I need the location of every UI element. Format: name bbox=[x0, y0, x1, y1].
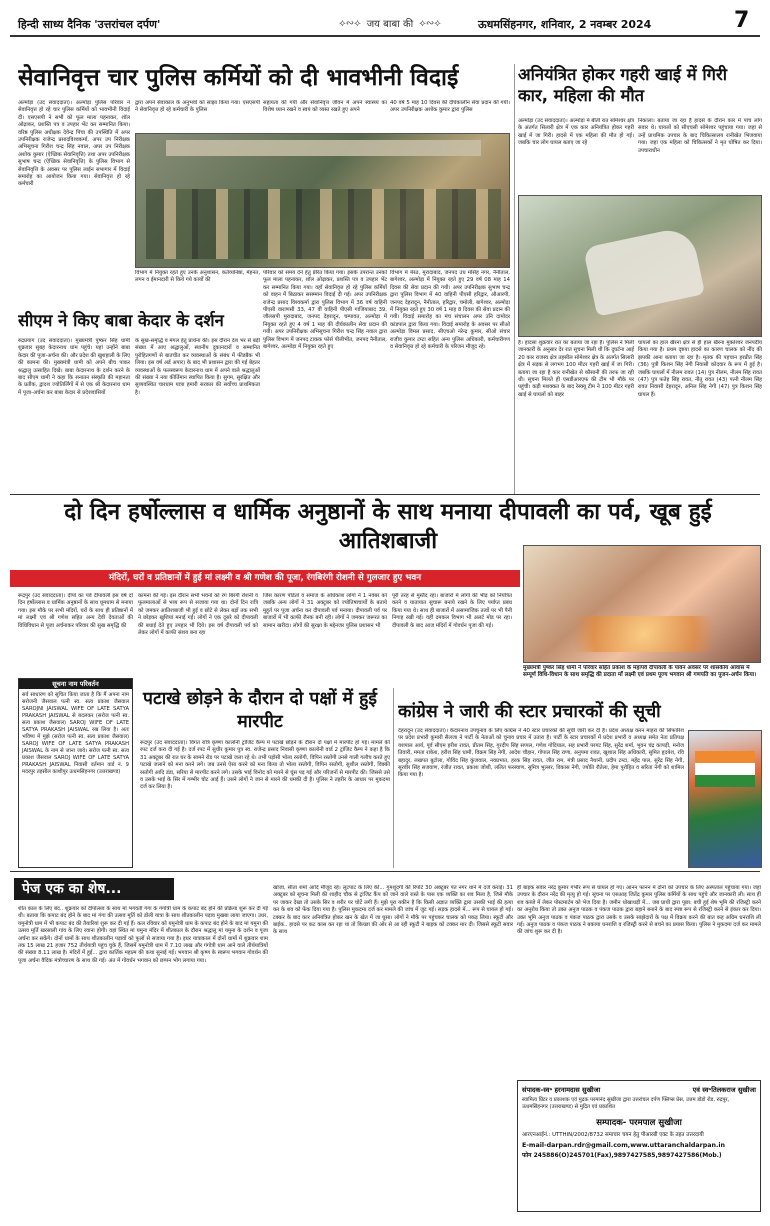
story4-banner-text: मंदिरों, घरों व प्रतिष्ठानों में हुई मां लक्ष्मी व श्री गणेश की पूजा, रंगबिरंगी रोशनी से गुलजार हुए भवन bbox=[108, 573, 422, 583]
photo-banner-strip bbox=[166, 140, 481, 156]
congress-flag-photo bbox=[688, 730, 762, 868]
story3-col3: हैं। हादसा शुक्रवार रात का बताया जा रहा है। पुलिस ने मिली जानकारी के अनुसार देर रात सूचना मिली थी कि दुघर्टना आई 20 कार राजस्व क्षेत्र तहसील सोमेश्वर क्षेत्र के अंतर्गत सिलारी क्षेत्र में सड़क से लगभग 100 मीटर गहरी खाई में जा गिरी। बताया जा रहा है कार रानीखेत से कौसानी की तरफ जा रही थी। सूचना मिलते ही एसडीआरएफ की टीम भी मौके पर पहुंची। कड़ी मशक्कत के बाद रेस्क्यू टीम ने 100 मीटर गहरी खाई से घायलों को बाहर bbox=[518, 340, 634, 398]
story4-col1: रूद्रपुर (उद संवाददाता)। दीपों का पर्व दीपावली इस वर्ष दो दिन हर्षोल्लास व धार्मिक अनुष्ठानों के साथ धूमधाम से मनाया गया। इस मौके पर सभी मंदिरों, घरों के साथ ही प्रतिष्ठानों में मां लक्ष्मी एवं श्री गणेश सहित अन्य देवी देवताओं की विधिविधान से पूजा अर्चनाकर परिवार की सुख समृद्धि की bbox=[18, 593, 133, 629]
story2-headline: सीएम ने किए बाबा केदार के दर्शन bbox=[18, 311, 224, 330]
section-rule bbox=[10, 494, 760, 495]
photo-people-row bbox=[146, 189, 501, 259]
masthead-dateline: ऊधमसिंहनगर, शनिवार, 2 नवम्बर 2024 bbox=[478, 18, 652, 31]
masthead-title: हिन्दी साध्य दैनिक 'उत्तरांचल दर्पण' bbox=[18, 18, 161, 31]
name-change-notice bbox=[18, 678, 133, 868]
continuation-header bbox=[14, 878, 174, 900]
story3-headline: अनियंत्रित होकर गहरी खाई में गिरी कार, महिला की मौत bbox=[518, 65, 727, 105]
flag-saffron bbox=[695, 751, 755, 763]
decorative-swirl-right: ⟡∾⟡ bbox=[419, 17, 441, 29]
imprint-email: E-mail-darpan.rdr@gmail.com,www.uttaranchaldarpan.in bbox=[522, 1142, 725, 1149]
notice-text: सर्व साधारण को सूचित किया जाता है कि मैं अपना नाम सरोजनी जैसवाल पत्नी स्व. सत्य प्रकाश जैसवाल SAROJNI JAISWAL WIFE OF LATE SATYA PRAKASH JAISWAL से बदलकर (सरोज पत्नी स्व. सत्य प्रकाश जैसवाल) SAROJ WIFE OF LATE SATYA PRAKASH JAISWAL रख लिया है। अतः भविष्य में मुझे (सरोज पत्नी स्व. सत्य प्रकाश जैसवाल) SAROJ WIFE OF LATE SATYA PRAKASH JAISWAL के नाम से जाना जाये। सरोज पत्नी स्व. सत्य प्रकाश जैसवाल SAROJ WIFE OF LATE SATYA PRAKASH JAISWAL निवासी वर्तमान वार्ड नं. 9 मदरपुर तहसील काशीपुर ऊधमसिंहनगर (उत्तराखण्ड) bbox=[22, 692, 129, 775]
continuation-title: पेज एक का शेष... bbox=[22, 881, 122, 897]
decorative-swirl-left: ⟡∾⟡ bbox=[339, 17, 361, 29]
flag-green bbox=[695, 775, 755, 787]
story6-headline: कांग्रेस ने जारी की स्टार प्रचारकों की सूची bbox=[398, 702, 661, 722]
story4-banner bbox=[10, 570, 520, 587]
lamp-glow bbox=[544, 616, 744, 652]
imprint-editor-line: संपादक-स्व॰ हरनामदास सुखीजा bbox=[522, 1086, 601, 1094]
story3-col4: घायलों का हाल खैरना क्षेत्र से ही हाल खैरना मुक्तेश्वर जनपदीय किया गया है। प्रथम दृष्टया हादसे का कारण चालक को नींद की झपकी आना बताया जा रहा है। मृतक की पहचान हरप्रीत सिंह (36) पुत्री किशन सिंह नेगी निवासी कोदवार के रूप में हुई है। जबकि घायलों में नीलम रावत (14) पुत्र नीलम, नीलम सिंह रावत (47) पुत्र फतेह सिंह रावत, नीतू रावत (43) पत्नी नीलम सिंह रावत निवासी देहरादून, अनिल सिंह नेगी (47) पुत्र किशन सिंह घायल हैं। bbox=[638, 340, 762, 398]
story5-headline: पटाखे छोड़ने के दौरान दो पक्षों में हुई मारपीट bbox=[143, 689, 377, 732]
police-farewell-photo bbox=[135, 133, 510, 268]
story7-col2: खोजा, सीता शर्मा आदि मौजूद रहे। लूटपाट के लिए की... गुमशुदगी की रिपोर्ट 30 अक्टूबर पंत नगर थाने में दर्ज कराई। 31 अक्टूबर को सूचना मिली की शाहीद चौक से ट्रांजिट कैंप को जाने वाले रास्ते के पास एक व्यक्ति का शव मिला है, जिसे मौके पर जाकर देखा तो उसके सिर व शरीर पर चोटें लगी हैं। मुझे पूरा यकीन है कि किसी अज्ञात व्यक्ति द्वारा उसकी भाई की हत्या कर के शव को फेंक दिया गया है। पुलिस मुकदमा दर्ज कर मामले की जांच में जुट गई। सड़क हादसे में... रूप से घायल हो गई। टक्कर के बाद कार अनियंत्रित होकर खन के खेत में जा घुसा। लोगों ने मौके पर पहुंचकर चालक को पकड़ लिया। स्कूटी और बाईक.. हादसे पर कट कास कर रहा था तो किच्छा की ओर से आ रही स्कूटी ने बाइक को टक्कर मार दी। जिससे स्कूटी सवार के साथ bbox=[273, 885, 513, 936]
story1-under3: विभाग में मेरठ, मुरादाबाद, जनपद उध मसिंह नगर, नैनीताल, बागेश्वर, अल्मोड़ा में नियुक्त रहते हुए 29 वर्ष 08 माह 14 दिवस की सेवा प्रदान की गयी। अपर उपनिरीक्षक सुभाष चन्द्र द्वारा पुलिस विभाग में 40 वाहिनी पीएसी हरिद्वार, औआरपी, जनपद देहरादून, नैनीताल, हरिद्वार, चमोली, बागेश्वर, अल्मोड़ा में नियुक्त रहते हुए 30 वर्ष 1 माह 8 दिवस की सेवा प्रदान की गयी। विदाई समारोह का मंच संचालन अपर उनि दामोदर कांडपाल द्वारा किया गया। विदाई समारोह के अवसर पर सीओ अल्मोड़ा विमल प्रसाद, सीएचओ नरेन्द्र कुमार, सीओ संचार राजीव कुमार टम्टा सहित अन्य पुलिस अधिकारी, कर्मचारीगण व सेवानिवृत्त हो रहे कर्मचारी के परिजन मौजूद रहे। bbox=[390, 270, 510, 351]
diwali-puja-photo bbox=[523, 545, 761, 663]
imprint-editors bbox=[522, 1085, 756, 1094]
imprint-co-editor: एवं स्व॰तिलकराज सुखीजा bbox=[692, 1086, 756, 1094]
imprint-reg: आरएनआईनं.: UTTHIN/2002/8732 समाचार चयन हेतु पीआरबी एक्ट के तहत उत्तरदायी bbox=[522, 1132, 704, 1138]
masthead-slogan: जय बाबा की bbox=[366, 19, 414, 30]
story4-col4: पूरी तरह से मुस्तैद रहा। बाजारों में लोगों की भीड़ को नियंत्रित करने व यातायात सुचारू बनाये रखने के लिए पर्याप्त प्रबंध किया गया थे। साथ ही बाजारों में असामाजिक तत्वों पर भी पैनी निगाह रखी गई। वहीं दमकल विभाग भी अलर्ट मोड पर रहा। दीपावली के बाद आज मंदिरों में गोवर्धन पूजा की गई। bbox=[392, 593, 512, 629]
masthead bbox=[10, 8, 760, 36]
flag-white bbox=[695, 763, 755, 775]
section-rule-2 bbox=[10, 871, 760, 872]
wrecked-car-shape bbox=[583, 225, 705, 316]
imprint-body: स्वामित्व प्रिंटर व प्रकाशक एवं मुद्रक परमानंद सुखीजा द्वारा उत्तरांचल दर्पण फ्लिप्स प्रेस, उत्तम डोडो रोड, रुद्रपुर, ऊधमसिंहनगर (उत्तराखण्ड) से मुद्रित एवं प्रकाशित bbox=[522, 1097, 730, 1110]
column-divider bbox=[514, 64, 515, 494]
imprint-box bbox=[517, 1080, 761, 1212]
diwali-photo-caption: मुख्यमंत्री पुष्कर सिंह धामी ने परिवार सहित प्रकाश के महापर्व दीपावली के पावन अवसर पर शासकीय आवास में सम्पूर्ण विधि-विधान के साथ समृद्धि की प्रदाता माँ लक्ष्मी एवं प्रथम पूज्य भगवान श्री गणपति का पूजन-अर्चन किया। bbox=[523, 665, 757, 679]
story1-col3: सहायता की गयी और सेवानिवृत्त जीवन में अपने स्वास्थ्य का विशेष ध्यान रखने व स्वयं को व्यस्त रखते हुए अपने bbox=[263, 100, 387, 114]
accident-photo bbox=[518, 195, 762, 337]
imprint-chief-editor: सम्पादक- परमपाल सुखीजा bbox=[596, 1118, 682, 1128]
masthead-rule bbox=[10, 35, 760, 37]
column-divider-2 bbox=[393, 688, 394, 868]
story6-text: देहरादून (उद संवाददाता)। केदारनाथ उपचुनाव के लिए कांग्रेस ने 40 स्टार प्रचारकों की सूची जारी कर दी है। प्रदेश अध्यक्ष करन माहरा की सिफारिश पर प्रदेश प्रभारी कुमारी सैलजा ने पार्टी के नेताओं को चुनाव प्रचार में उतारा है। पार्टी के स्टार प्रचारकों में प्रदेश प्रभारी व अध्यक्ष समेत नेता प्रतिपक्ष यशपाल आर्य, पूर्व सीएम हरीश रावत, प्रीतम सिंह, गुरदीप सिंह सप्पल, गणेश गोदियाल, सह प्रभारी परगट सिंह, सुरेंद्र शर्मा, भुवन चंद्र कापड़ी, मनोज तिवारी, ममता राकेश, हरीश सिंह धामी, विक्रम सिंह नेगी, आदेश चौहान, गोपाल सिंह राणा, अनुपमा रावत, खुशाल सिंह अधिकारी, सुमित हृदयेश, रवि बहादुर, लखपत बुटोला, गोविंद सिंह कुंजवाल, नवप्रभात, हरक सिंह रावत, जीत राम, मंत्री प्रसाद नैथानी, प्रदीप टम्टा, महेंद्र पाल, सुरेंद्र सिंह नेगी, सूरवीर सिंह सजवाण, रंजीत रावत, प्रकाश जोशी, ललित फरस्वाण, सुमित्र भुल्लर, विकास नेगी, ज्योति रौतेला, हेमा पुरोहित व सरिता नेगी को शामिल किया गया है। bbox=[398, 728, 684, 779]
notice-title: सूचना नाम परिवर्तन bbox=[19, 679, 132, 689]
story1-under2: परिवार को समय देने हेतु प्रेरित किया गया। इसके उपरान्त उनको फूल माला पहनाकर, शॉल ओढ़ाकर, प्रशस्ति पत्र व उपहार भेंट कर सम्मानित किया गया। वहाँ सेवानिवृत्त हो रहे पुलिस कर्मियों को वाहन में बिठाकर ससम्मान विदाई दी गई। अपर उपनिरीक्षक राजेन्द्र प्रसाद विश्वकर्मा द्वारा पुलिस विभाग में 36 वर्ष वाहिनी पीएसी वाराणसी 33, 47 वीं वाहिनी पीएसी गाजियाबाद 39, जौलसपी मुरादाबाद, जनपद देहरादून, चम्पावत, अल्मोड़ा में नियुक्त रहते हुए 4 वर्ष 1 माह की दीर्घकालीन सेवा प्रदान की गयी। अपर उपनिरीक्षक अभिसूचना गिरीश चन्द्र सिंह नवाल द्वारा पुलिस विभाग में जनपद टाकक फोर्स पीलीभीत, जनपद नैनीताल, बागेश्वर, अल्मोड़ा में नियुक्त रहते हुए bbox=[263, 270, 387, 351]
story2-col2: के सुख-समृद्धि व मंगल हेतु प्रार्थना की। इस दौरान देश भर से बड़ी संख्या में आए श्रद्धालुओं, स्थानीय दुकानदारों व सम्मानित पुरोहितगणों से बातचीत कर व्यवस्थाओं के संबंध में फीडबैक भी लिया। इस वर्ष अर्ड अपार) के बाद भी प्रशासन द्वारा की गई बेहतर व्यवस्थाओं के फलस्वरूप केदारनाथ धाम में अपने वाले श्रद्धालुओं की संख्या ने नया कीर्तिमान स्थापित किया है। सुगम, सुरक्षित और सुव्यवस्थित चारधाम यात्रा हमारी सरकार की सर्वोच्च प्राथमिकता है। bbox=[135, 338, 260, 396]
story1-col4: 40 वर्ष 5 माह 10 दिवस की दीर्घकालीन सेवा प्रदान की गयी। अपर उपनिरीक्षक अशोक कुमार द्वारा पुलिस bbox=[390, 100, 510, 114]
imprint-phone: फोन 245886(O)245701(Fax),9897427585,9897427586(Mob.) bbox=[522, 1152, 722, 1159]
story3-col1: अल्मोड़ा (उद संवाददाता)। अल्मोड़ा में बीती रात सोमेश्वर क्षेत्र के अंतर्गत सिलारी क्षेत्र में एक कार अनियंत्रित होकर गहरी खाई में जा गिरी। हादसे में एक महिला की मौत हो गई। जबकि चार लोग घायल बताए जा रहे bbox=[518, 118, 634, 147]
story7-col3: ही बाइक सवार नरेंद्र कुमार गंभीर रूप से घायल हो गए। आनन फानन में दोनों को उपचार के लिए अस्पताल पहुंचाया गया। जहां उपचार के दौरान नरेंद्र की मृत्यु हो गई। सूचना पर एसआइ जितेंद्र कुमार पुलिस कर्मियों के साथ पहुंचे और जानकारी ली। साथ ही शव कब्जे में लेकर पोस्टमार्टम को भेज दिया है। जमीन धोखाधड़ी में... जब प्राथी द्वारा पूछा: बची हुई शेष भूमि की रजिस्ट्री करने का अनुरोध किया तो उक्त अनुज पाठक व पंकज पाठक द्वारा बहाने बनाने के बाद स्पष्ट रूप से रजिस्ट्री करने से इंकार कर दिया। उक्त भूमि अनुज पाठक व पंकज पाठक द्वारा उसके व उसके साझेदारों के पक्ष में विक्रय करने की बात कह अग्रिम धनराशि ली गई। अनुज पाठक व पंकज पाठक ने बकाया धनराशि व रजिस्ट्री करने से बचने का प्रयास किया। पुलिस ने मुकदमा दर्ज कर मामले की जांच शुरू कर दी है। bbox=[517, 885, 761, 936]
story4-col3: जिस कारण पंडितों व समाज के अधिकांश लोगों ने 1 नवंबर को जबकि अन्य लोगों ने 31 अक्टूबर को ज्योतिषाचार्यों के बताये मुहूर्त पर पूजा अर्चना कर दीपावली पर्व मनाया। दीपावली पर्व पर बाजारों में भी काफी रौनक बनी रही। लोगों ने जमकर जरूरत का सामान खरीदा। लोगों की सुरक्षा के मद्देनजर पुलिस प्रशासन भी bbox=[263, 593, 387, 629]
page-number: 7 bbox=[734, 8, 750, 33]
story1-headline: सेवानिवृत्त चार पुलिस कर्मियों को दी भावभीनी विदाई bbox=[18, 65, 459, 91]
story2-col1: रुद्रप्रयाग (उद संवाददाता)। मुख्यमंत्री पुष्कर सिंह धामी शुक्रवार सुबह केदारनाथ धाम पहुंचे। यहां उन्होंने बाबा केदार की पूजा-अर्चना की। और प्रदेश की खुशहाली के लिए की कामना की। मुख्यमंत्री धामी को अपने बीच पाकर श्रद्धालु उत्साहित दिखे। बाबा केदारनाथ के दर्शन करने के बाद सीएम धामी ने कहा कि सनातन संस्कृति की महानता के प्रतीक, द्वादश ज्योतिर्लिंगों में से एक श्री केदारनाथ धाम में पूजा-अर्चना कर बाबा केदार से प्रदेशवासियों bbox=[18, 338, 130, 396]
story4-col2: कामना की गई। इस दौरान सभी भवनों को रंग बिरंगी रोशनी व फूलमालाओं से भव्य रूप से सजाया गया था। दोनों दिन रात्रि को जमकर आतिशबाजी भी हुई व छोटे से लेकर बड़ों तक सभी ने छोड़कर खुशियां मनाई गईं। लोगों ने एक दूसरे को दीपावली की बधाई देते हुए उपहार भी दिये। इस वर्ष दीपावली पर्व को लेकर लोगों में काफी संशय बना रहा bbox=[138, 593, 258, 637]
story1-col2: द्वारा अपने सेवाकाल के अनुभवों को साझा किया गया। एसएसपी ने सेवानिवृत्त हो रहे कर्मचारी के पुलिस bbox=[135, 100, 260, 114]
story3-col2: निकाला। बताया जा रहा है हादसे के दौरान कार में पांच लोग सवार थे। घायलों को सीएचसी सोमेश्वर पहुंचाया गया। जहां से उन्हें प्राथमिक उपचार के बाद चिकित्सालय रानीखेत भिजवाया गया। जहां एक महिला को चिकित्सकों ने मृत घोषित कर दिया। उपचाराधीन bbox=[638, 118, 762, 154]
story1-under1: विभाग में नियुक्त रहते हुए उनके अनुशासन, कर्तव्यनिष्ठा, मेहनत, लगन व ईमानदारी से किये गये कार्यों की bbox=[135, 270, 260, 284]
story5-text: रूद्रपुर (उद संवाददाता)। विगत रात्रि कृष्णा कालोनी ट्रांजिट कैम्प में पटाखे छोड़ने के दौरान दो पक्षों में मारपीट हो गई। मामले की रपट दर्ज करा दी गई है। दर्ज रपट में सुधीर कुमार पुत्र स्व. राजेन्द्र प्रसाद निवासी कृष्णा कालोनी वार्ड 2 ट्रांजिट कैम्प ने कहा है कि 31 अक्टूबर की रात घर के सामने रोड पर पटाखे जला रहे थे। तभी पड़ोसी भोला रस्तोगी, विपिन रस्तोगी उनसे गाली गलौच करते हुए पटाखे जलाने को मना करने लगे। जब उनसे ऐसा करने को मना किया तो भोला रस्तोगी, विपिन रस्तोगी, सुशील रस्तोगी, विक्की रस्तोगी आदि डंडा, सरिया से मारपीट करने लगे। उसके भाई विनोद को मारने से घूंस पड़ गई और परिजनों से मारपीट की। जिससे उसे व उसके भाई के सिर में गम्भीर चोट आई हैं। उसने लोगों ने जान से मारने की धमकी दी है। पुलिस ने तहरीर के आधार पर मुकदमा दर्ज कर लिया है। bbox=[140, 740, 390, 791]
story4-headline: दो दिन हर्षोल्लास व धार्मिक अनुष्ठानों के साथ मनाया दीपावली का पर्व, खूब हुई आतिशबाजी bbox=[64, 499, 712, 554]
story7-col1: शीत काल के लिए बंद.. शुक्रवार को दीपोत्सव के साथ मां भगवती गंगा के गंगोत्री धाम के कपाट बंद होने की प्रक्रिया शुरू कर दी गई थी। बताया कि कपाट बंद होने के बाद मां गंगा की उत्सव मूर्ति को डोली यात्रा के साथ शीतकालीन पड़ाव मुखबा लाया जाएगा। उधर, यमुनोत्री धाम में भी कपाट बंद की तैयारियां शुरू कर दी गई हैं। कल रविवार को यमुनोत्री धाम के कपाट बंद होने के बाद मां यमुना की उत्सव मूर्ति खरसाली गांव के लिए रवाना होगी। वहां स्थित मां यमुना मंदिर में शीतकाल के दौरान श्रद्धालु मां यमुना के दर्शन व पूजा अर्चना कर सकेंगे। दोनों धामों के साथ शीतकालीन पड़ावों को फूलों से सजाया गया है। इधर यात्राकाल में दोनों धामों में शुक्रवार शाम तक 15 लाख 21 हजार 752 तीर्थयात्री पहुंच चुके हैं, जिसमें यमुनोत्री धाम में 7.10 लाख और गंगोत्री धाम आने वाले तीर्थयात्रियों की संख्या 8.11 लाख है। मंदिरों में हुई... द्वारा कार्तिक महात्म की कथा सुनाई गई। भगवान श्री कृष्ण के स्वरूप भगवान गोवर्धन की पूजा अर्चना वैदिक मंत्रोच्चारण के साथ की गई। अंत में गोवर्धन भगवान को छप्पन भोग लगाया गया। bbox=[18, 906, 268, 964]
story1-col1: अल्मोड़ा (उद संवाददाता)। अल्मोड़ा पुलिस परिवार ने सेवानिवृत्त हो रहे चार पुलिस कर्मियों को भावभीनी विदाई दी। एसएसपी ने सभी को फूल माला पहनाकर, शॉल ओढ़ाकर, प्रशस्ति पत्र व उपहार भेंट कर सम्मानित किया। वरिष्ठ पुलिस अधीक्षक देवेन्द्र पिंचा की उपस्थिति में अपर उपनिरीक्षक राजेन्द्र प्रसादविश्वकर्मा, अपर उप निरीक्षक अभिसूचना गिरीश चन्द्र सिंह नवाल, अपर उप निरीक्षक अशोक कुमार (ऐच्छिक सेवानिवृत्ति) तथा अपर उपनिरीक्षक सुभाष चन्द्र (ऐच्छिक सेवानिवृत्ति) के पुलिस विभाग से सेवानिवृत्ति के अवसर पर पुलिस लाईन सभागार में विदाई समारोह का आयोजन किया गया। सेवानिवृत्त हो रहे कर्मचारी bbox=[18, 100, 130, 188]
